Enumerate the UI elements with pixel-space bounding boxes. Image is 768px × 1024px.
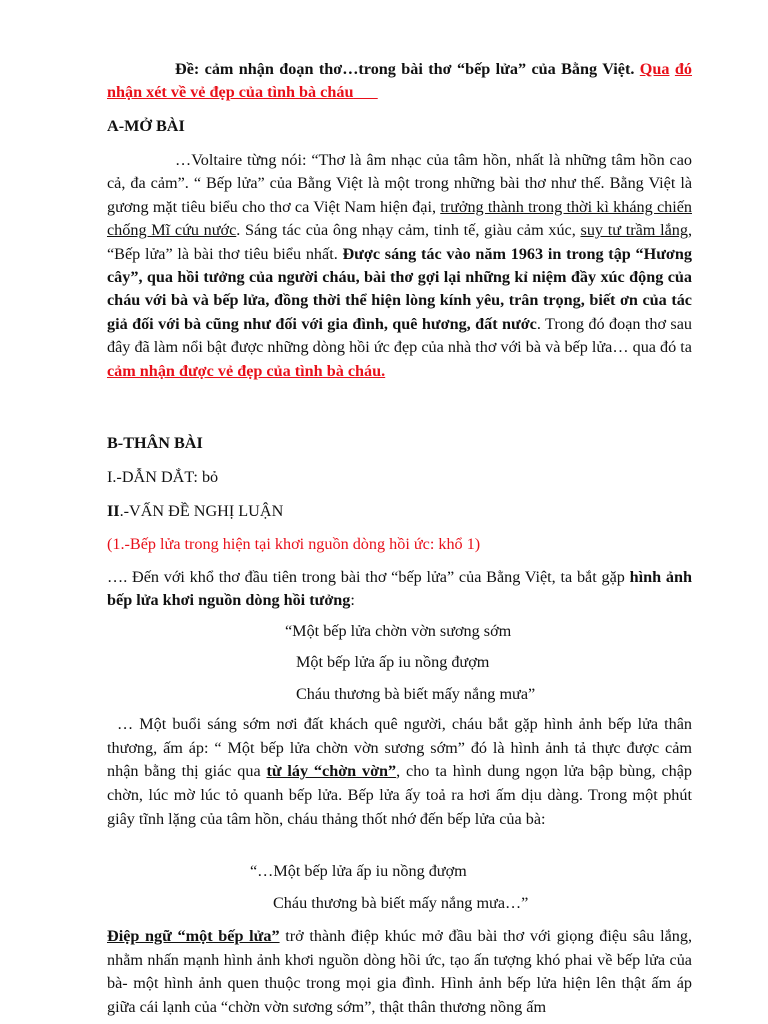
heading-than-bai: B-THÂN BÀI [107,434,203,452]
mo-bai-text-3: , “Bếp lửa” là bài thơ tiêu biểu nhất. [107,221,692,263]
final-paragraph [107,925,692,1020]
poem-1-line-1: “Một bếp lửa chờn vờn sương sớm [285,622,512,640]
final-text-1: trở thành điệp khúc mở đầu bài thơ với giọng điệu sâu lắng, nhằm nhấn mạnh hình ảnh khơi nguồn dòng hồi ức, tạo ấn tượng khó phai về bếp lửa của bà- một hình ảnh quen thuộc trong mọi gia đình. Hình ảnh bếp lửa hiện lên thật ấm áp giữa cái lạnh của “chờn vờn sương sớm”, thật thân thương nồng ấm [107,927,692,1017]
mo-bai-red: cảm nhận được vẻ đẹp của tình bà cháu. [107,361,386,380]
section-1: I.-DẪN DẮT: bỏ [107,468,219,486]
intro-text-1: …. Đến với khổ thơ đầu tiên trong bài thơ “bếp lửa” của Bằng Việt, ta bắt gặp [107,568,630,586]
section-2 [107,500,692,523]
poem-2-line-2: Cháu thương bà biết mấy nắng mưa…” [273,894,529,912]
subsection-1: (1.-Bếp lửa trong hiện tại khơi nguồn dòng hồi ức: khổ 1) [107,535,481,553]
title-red-blank [353,83,377,101]
heading-mo-bai: A-MỞ BÀI [107,117,185,135]
title-red-1: Qua [639,60,670,78]
final-bold-underline: Điệp ngữ “một bếp lửa” [107,927,280,945]
intro-bold: hình ảnh bếp lửa khơi nguồn dòng hồi tưởng [107,568,692,610]
poem-1-line-2: Một bếp lửa ấp iu nồng đượm [296,653,490,671]
mo-bai-underline-2: suy tư trầm lắng [580,221,688,240]
analysis-bold-underline: từ láy “chờn vờn” [266,762,397,781]
analysis-text-2: , cho ta hình dung ngọn lửa bập bùng, chập chờn, lúc mờ lúc tỏ quanh bếp lửa. Bếp lửa ấy toả ra hơi ấm dịu dàng. Trong một phút giây tĩnh lặng của tâm hồn, cháu thảng thốt nhớ đến bếp lửa của bà: [107,762,693,828]
section-2-rest: .-VẤN ĐỀ NGHỊ LUẬN [119,502,284,520]
mo-bai-bold: Được sáng tác vào năm 1963 in trong tập “Hương cây”, qua hồi tưởng của người cháu, bài thơ gợi lại những kỉ niệm đầy xúc động của cháu với bà và bếp lửa, đồng thời thể hiện lòng kính yêu, trân trọng, biết ơn của tác giả đối với bà cũng như đối với gia đình, quê hương, đất nước [107,244,692,333]
mo-bai-text-1: …Voltaire từng nói: “Thơ là âm nhạc của tâm hồn, nhất là những tâm hồn cao cả, đa cảm”. “ Bếp lửa” của Bằng Việt là một trong những bài thơ như thế. Bằng Việt là gương mặt tiêu biểu cho thơ ca Việt Nam hiện đại, [107,151,692,216]
section-2-prefix: II [107,502,120,520]
intro-text-2: : [350,591,355,610]
mo-bai-underline-1: trưởng thành trong thời kì kháng chiến chống Mĩ cứu nước [107,197,692,240]
mo-bai-text-4: . Trong đó đoạn thơ sau đây đã làm nổi bật được những dòng hồi ức đẹp của nhà thơ với bà và bếp lửa… qua đó ta [107,314,692,357]
analysis-paragraph [107,713,692,832]
mo-bai-text-2: . Sáng tác của ông nhạy cảm, tinh tế, giàu cảm xúc, [236,221,581,240]
mo-bai-paragraph [107,149,692,383]
analysis-text-1: … Một buổi sáng sớm nơi đất khách quê người, cháu bắt gặp hình ảnh bếp lửa thân thương, ấm áp: “ Một bếp lửa chờn vờn sương sớm” đó là hình ảnh tả thực được cảm nhận bằng thị giác qua [107,715,692,781]
document-title [107,58,692,104]
poem-2-line-1: “…Một bếp lửa ấp iu nồng đượm [250,862,467,880]
poem-1-line-3: Cháu thương bà biết mấy nắng mưa” [296,685,536,703]
title-red-2: đó nhận xét về vẻ đẹp của tình bà cháu [107,60,692,101]
intro-paragraph [107,566,692,613]
title-prefix: Đề: cảm nhận đoạn thơ…trong bài thơ “bếp lửa” của Bằng Việt. [175,60,635,78]
